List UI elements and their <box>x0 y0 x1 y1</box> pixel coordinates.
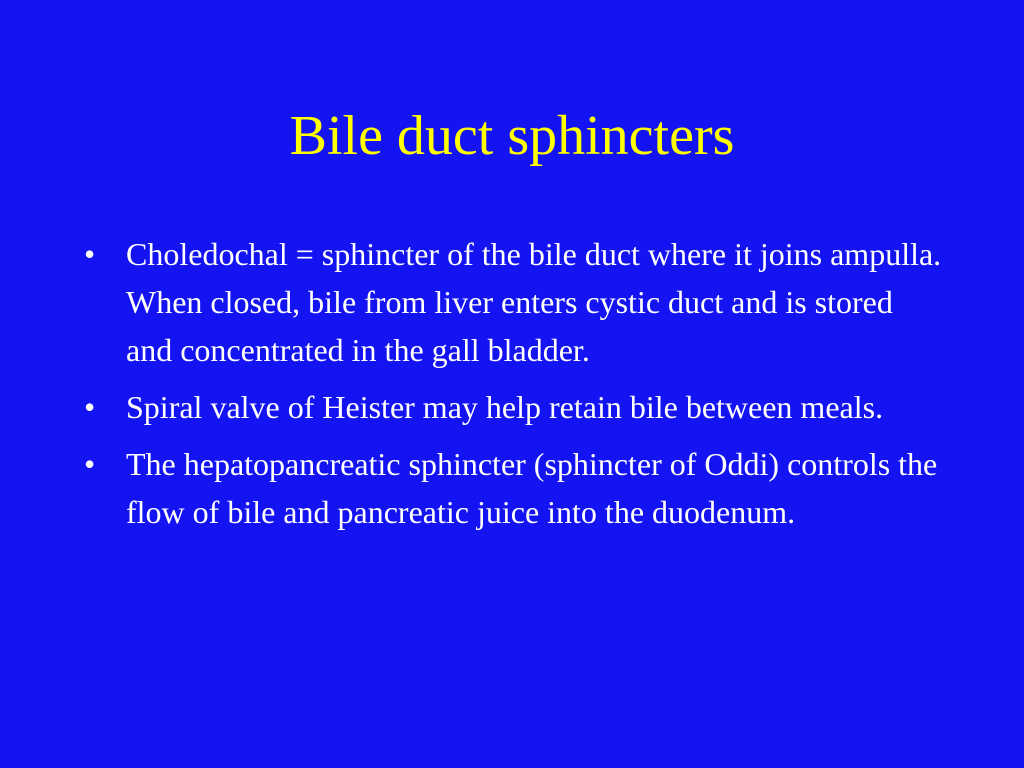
bullet-text: The hepatopancreatic sphincter (sphincter of Oddi) controls the flow of bile and pancreatic juice into the duodenum. <box>126 446 938 530</box>
bullet-list <box>84 230 944 545</box>
bullet-text: Spiral valve of Heister may help retain bile between meals. <box>126 389 884 425</box>
bullet-item-sphincter-of-oddi <box>84 440 944 536</box>
bullet-icon: • <box>84 236 96 272</box>
bullet-item-choledochal <box>84 230 944 374</box>
bullet-item-spiral-valve <box>84 383 944 431</box>
slide-title: Bile duct sphincters <box>289 105 735 167</box>
bullet-icon: • <box>84 389 96 425</box>
bullet-icon: • <box>84 446 96 482</box>
bullet-text: Choledochal = sphincter of the bile duct where it joins ampulla. When closed, bile from liver enters cystic duct and is stored and concentrated in the gall bladder. <box>126 236 942 368</box>
